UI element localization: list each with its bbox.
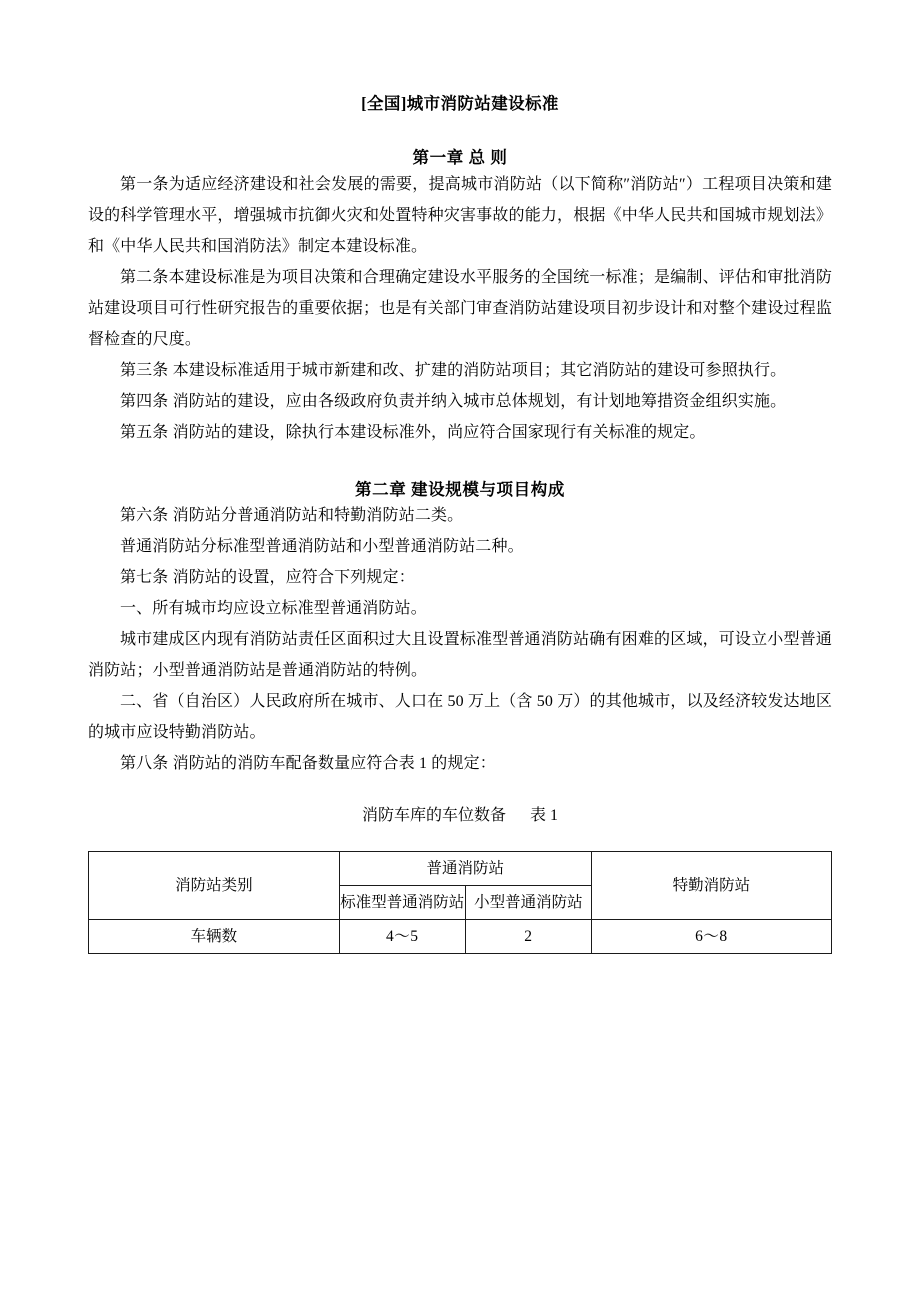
table-cell-vehicle-count-label: 车辆数 <box>89 920 340 954</box>
table-header-special-duty: 特勤消防站 <box>591 852 831 920</box>
table-caption: 消防车库的车位数备 表 1 <box>361 807 558 825</box>
paragraph-article-7-item-1-note: 城市建成区内现有消防站责任区面积过大且设置标准型普通消防站确有困难的区域，可设立小型普通消防站；小型普通消防站是普通消防站的特例。 <box>88 631 832 680</box>
page-title: [全国]城市消防站建设标准 <box>361 94 559 113</box>
paragraph-article-7: 第七条 消防站的设置，应符合下列规定： <box>120 569 415 587</box>
paragraph-article-6-note: 普通消防站分标准型普通消防站和小型普通消防站二种。 <box>120 538 524 556</box>
paragraph-article-3: 第三条 本建设标准适用于城市新建和改、扩建的消防站项目；其它消防站的建设可参照执行。 <box>120 361 787 379</box>
paragraph-article-8: 第八条 消防站的消防车配备数量应符合表 1 的规定： <box>120 755 496 773</box>
table-row <box>89 852 832 886</box>
table-header-category: 消防站类别 <box>89 852 340 920</box>
table-header-small-ordinary: 小型普通消防站 <box>465 886 591 920</box>
chapter-2-heading: 第二章 建设规模与项目构成 <box>355 479 565 499</box>
document-content <box>88 0 832 954</box>
fire-station-vehicle-table <box>88 851 832 954</box>
paragraph-article-6: 第六条 消防站分普通消防站和特勤消防站二类。 <box>120 507 464 525</box>
table-header-standard-ordinary: 标准型普通消防站 <box>339 886 465 920</box>
paragraph-article-1: 第一条为适应经济建设和社会发展的需要，提高城市消防站（以下简称″消防站″）工程项目决策和建设的科学管理水平，增强城市抗御火灾和处置特种灾害事故的能力，根据《中华人民共和国城市规划法》和《中华人民共和国消防法》制定本建设标准。 <box>88 175 832 255</box>
paragraph-article-4: 第四条 消防站的建设，应由各级政府负责并纳入城市总体规划，有计划地筹措资金组织实施。 <box>120 392 787 410</box>
table-cell-standard-value: 4～5 <box>339 920 465 954</box>
paragraph-article-2: 第二条本建设标准是为项目决策和合理确定建设水平服务的全国统一标准；是编制、评估和审批消防站建设项目可行性研究报告的重要依据；也是有关部门审查消防站建设项目初步设计和对整个建设过程监督检查的尺度。 <box>88 268 832 348</box>
chapter-1-heading: 第一章 总 则 <box>412 148 508 168</box>
paragraph-article-7-item-1: 一、所有城市均应设立标准型普通消防站。 <box>120 600 427 618</box>
paragraph-article-7-item-2: 二、省（自治区）人民政府所在城市、人口在 50 万上（含 50 万）的其他城市，以及经济较发达地区的城市应设特勤消防站。 <box>88 693 832 742</box>
table-header-ordinary-group: 普通消防站 <box>339 852 591 886</box>
table-cell-small-value: 2 <box>465 920 591 954</box>
table-cell-special-value: 6～8 <box>591 920 831 954</box>
table-row <box>89 920 832 954</box>
paragraph-article-5: 第五条 消防站的建设，除执行本建设标准外，尚应符合国家现行有关标准的规定。 <box>120 423 706 441</box>
table-container <box>88 851 832 954</box>
